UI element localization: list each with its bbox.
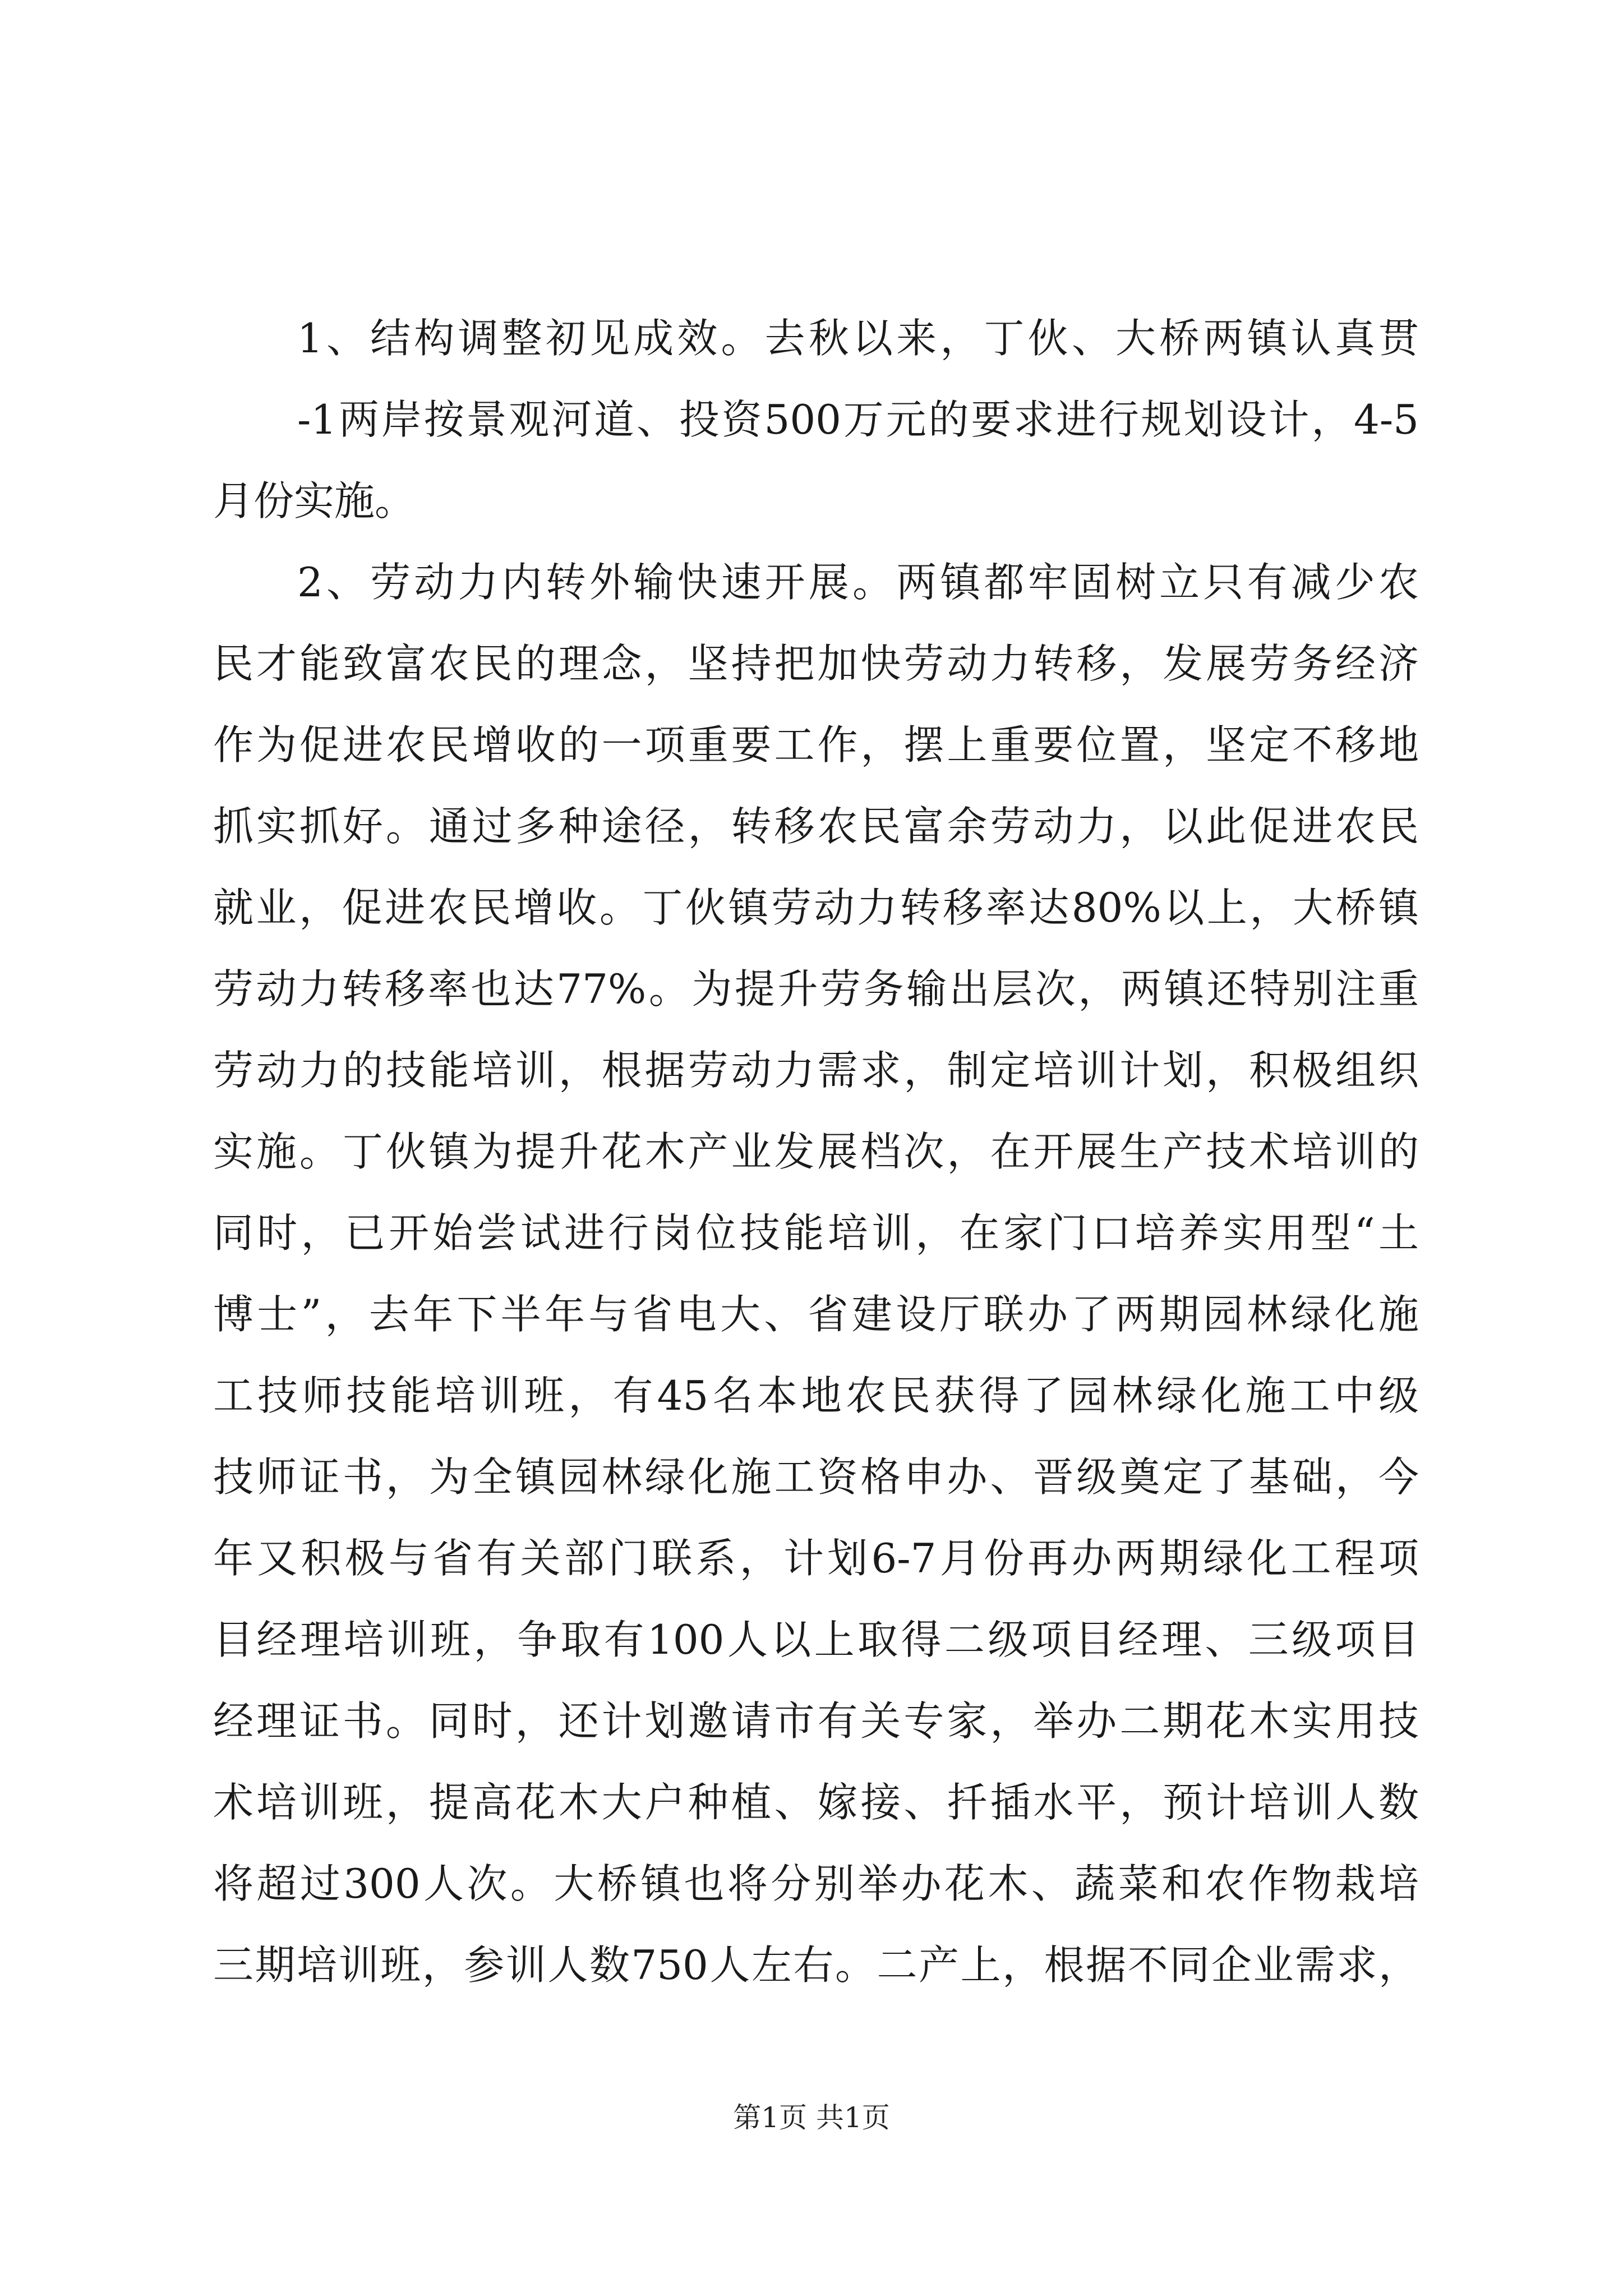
paragraph-2-line-16: 术培训班，提高花木大户种植、嫁接、扦插水平，预计培训人数 [213,1779,1419,1826]
paragraph-2-line-8: 实施。丁伙镇为提升花木产业发展档次，在开展生产技术培训的 [213,1128,1419,1175]
paragraph-2-line-2: 民才能致富农民的理念，坚持把加快劳动力转移，发展劳务经济 [213,640,1419,687]
page-footer: 第1页 共1页 [733,2101,890,2134]
paragraph-2-line-4: 抓实抓好。通过多种途径，转移农民富余劳动力，以此促进农民 [213,803,1419,850]
paragraph-2-line-15: 经理证书。同时，还计划邀请市有关专家，举办二期花木实用技 [213,1697,1419,1745]
paragraph-2-line-1: 2、劳动力内转外输快速开展。两镇都牢固树立只有减少农 [297,559,1419,606]
paragraph-2-line-14: 目经理培训班，争取有100人以上取得二级项目经理、三级项目 [213,1616,1419,1663]
paragraph-2-line-3: 作为促进农民增收的一项重要工作，摆上重要位置，坚定不移地 [213,721,1419,769]
paragraph-1-line-2: -1两岸按景观河道、投资500万元的要求进行规划设计，4-5 [297,396,1419,443]
paragraph-2-line-17: 将超过300人次。大桥镇也将分别举办花木、蔬菜和农作物栽培 [213,1860,1419,1907]
paragraph-2-line-11: 工技师技能培训班，有45名本地农民获得了园林绿化施工中级 [213,1372,1419,1419]
paragraph-2-line-9: 同时，已开始尝试进行岗位技能培训，在家门口培养实用型“土 [213,1209,1419,1257]
paragraph-1-line-3: 月份实施。 [213,477,416,524]
paragraph-2-line-5: 就业，促进农民增收。丁伙镇劳动力转移率达80%以上，大桥镇 [213,884,1419,931]
paragraph-2-line-12: 技师证书，为全镇园林绿化施工资格申办、晋级奠定了基础，今 [213,1453,1419,1501]
paragraph-2-line-10: 博士”，去年下半年与省电大、省建设厅联办了两期园林绿化施 [213,1291,1419,1338]
paragraph-2-line-13: 年又积极与省有关部门联系，计划6-7月份再办两期绿化工程项 [213,1535,1419,1582]
paragraph-2-line-6: 劳动力转移率也达77%。为提升劳务输出层次，两镇还特别注重 [213,965,1419,1013]
paragraph-2-line-7: 劳动力的技能培训，根据劳动力需求，制定培训计划，积极组织 [213,1047,1419,1094]
paragraph-1-line-1: 1、结构调整初见成效。去秋以来，丁伙、大桥两镇认真贯 [297,315,1419,362]
paragraph-2-line-18: 三期培训班，参训人数750人左右。二产上，根据不同企业需求， [213,1941,1419,1989]
